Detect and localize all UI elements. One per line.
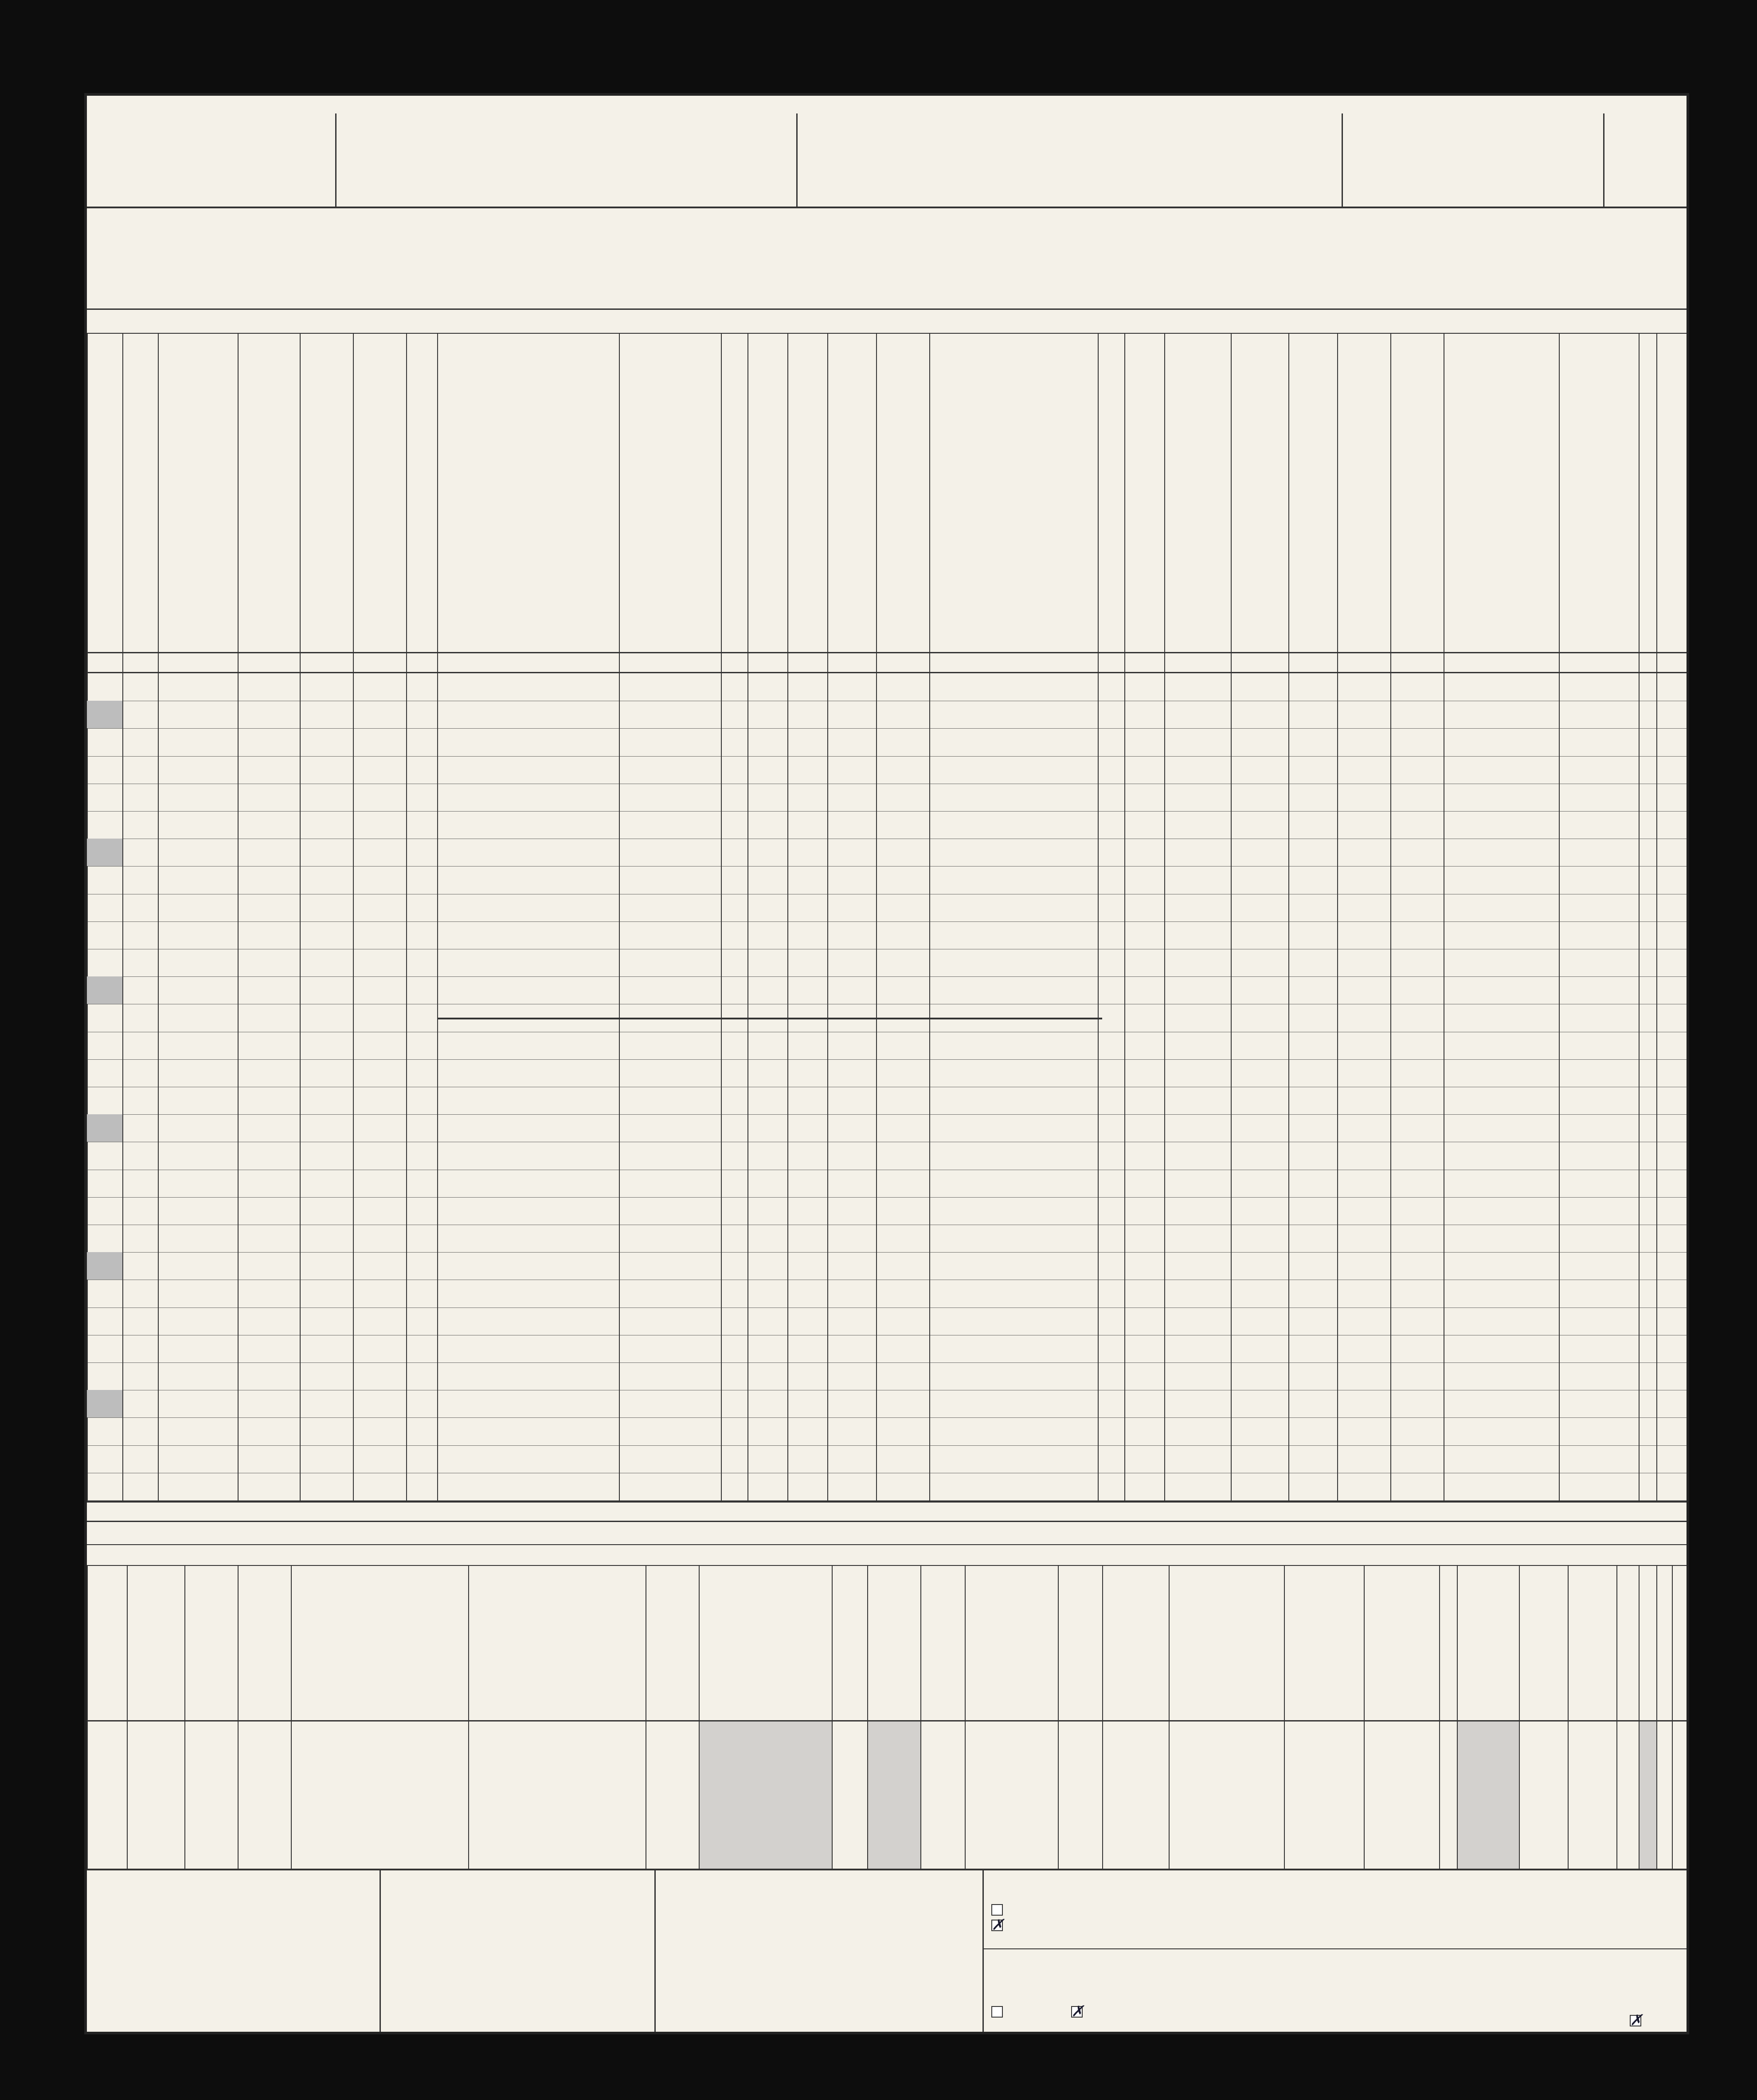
- table-row: [87, 1417, 1687, 1445]
- sample-column-rule: [1169, 1565, 1170, 1869]
- column-header-7: [440, 344, 616, 645]
- sample-header-21: [186, 1569, 236, 1702]
- sample-header-28: [1060, 1569, 1100, 1702]
- sample-header-D: [700, 1569, 830, 1702]
- table-row: [87, 866, 1687, 894]
- table-row: [87, 1280, 1687, 1307]
- sample-column-rule: [291, 1565, 292, 1869]
- table-row: [87, 1225, 1687, 1252]
- column-header-20a: [1446, 344, 1556, 645]
- sample-column-rule: [1364, 1565, 1365, 1869]
- q34-no-checkbox[interactable]: ✗: [991, 1916, 1004, 1934]
- sample-header-25: [833, 1569, 865, 1702]
- sample-header-33b: [1674, 1569, 1686, 1702]
- sample-column-rule: [920, 1565, 921, 1869]
- sample-column-rule: [1102, 1565, 1103, 1869]
- sample-header-24a: [470, 1569, 644, 1702]
- column-header-13: [932, 344, 1095, 645]
- leave-blank-shade: [700, 1721, 832, 1869]
- column-header-1: [125, 344, 155, 645]
- sample-header-32c: [1618, 1569, 1637, 1702]
- column-header-6: [409, 344, 434, 645]
- sample-column-rule: [1284, 1565, 1285, 1869]
- column-header-17: [1291, 344, 1334, 645]
- sample-column-rule: [468, 1565, 469, 1869]
- column-header-11: [830, 344, 873, 645]
- sample-header-F: [1459, 1569, 1517, 1702]
- sample-header-32b: [1569, 1569, 1615, 1702]
- sample-header-31a: [1286, 1569, 1362, 1702]
- row-rule: [87, 1500, 1687, 1501]
- column-header-19: [1393, 344, 1441, 645]
- sample-column-rule: [127, 1565, 128, 1869]
- sample-header-22: [239, 1569, 289, 1702]
- column-header-9: [750, 344, 785, 645]
- sample-column-rule: [238, 1565, 239, 1869]
- table-row: [87, 756, 1687, 784]
- sample-header-23: [293, 1569, 466, 1702]
- table-row: [87, 894, 1687, 921]
- column-header-2: [160, 344, 235, 645]
- column-header-10: [790, 344, 825, 645]
- leave-blank-shade: [1458, 1721, 1519, 1869]
- column-header-20c: [1641, 344, 1654, 645]
- sample-header-27: [967, 1569, 1056, 1702]
- table-row: [87, 976, 1687, 1004]
- leave-blank-shade: [868, 1721, 920, 1869]
- sample-column-rule: [87, 1565, 88, 1869]
- sample-column-rule: [184, 1565, 185, 1869]
- table-row: [87, 1142, 1687, 1169]
- column-header-16: [1233, 344, 1286, 645]
- q36-no-checkbox[interactable]: ✗: [1071, 2002, 1084, 2020]
- strike-through-line: [437, 1018, 1102, 1019]
- sample-column-rule: [1519, 1565, 1520, 1869]
- column-header-18: [1340, 344, 1388, 645]
- table-row: [87, 1252, 1687, 1280]
- sample-header-31c: [1441, 1569, 1455, 1702]
- table-row: [87, 1032, 1687, 1059]
- table-row: [87, 1473, 1687, 1500]
- column-header-14: [1127, 344, 1162, 645]
- sample-header-32a: [1521, 1569, 1566, 1702]
- table-row: [87, 1059, 1687, 1087]
- sample-header-29: [1104, 1569, 1167, 1702]
- sample-header-33a: [1658, 1569, 1670, 1702]
- sample-column-rule: [1058, 1565, 1059, 1869]
- census-sheet: [84, 93, 1689, 2034]
- sample-column-rule: [1439, 1565, 1440, 1869]
- column-header-12: [879, 344, 927, 645]
- q34-yes-checkbox[interactable]: [991, 1904, 1003, 1916]
- sample-column-rule: [832, 1565, 833, 1869]
- table-row: [87, 1445, 1687, 1473]
- sample-header-24b: [647, 1569, 697, 1702]
- table-row: [87, 1362, 1687, 1390]
- table-row: [87, 811, 1687, 839]
- table-row: [87, 784, 1687, 811]
- sample-column-rule: [1656, 1565, 1657, 1869]
- column-header-5: [356, 344, 403, 645]
- table-row: [87, 1114, 1687, 1142]
- table-row: [87, 839, 1687, 866]
- table-row: [87, 1087, 1687, 1114]
- sample-column-rule: [1616, 1565, 1617, 1869]
- column-header-8: [622, 344, 718, 645]
- table-row: [87, 949, 1687, 976]
- column-header-4: [302, 344, 350, 645]
- q36-yes-checkbox[interactable]: [991, 2006, 1003, 2018]
- sample-header-G: [1640, 1569, 1655, 1702]
- sample-header-30: [1170, 1569, 1282, 1702]
- sample-header-26: [922, 1569, 963, 1702]
- sample-column-rule: [965, 1565, 966, 1869]
- q38-none-checkbox[interactable]: ✗: [1630, 2011, 1643, 2029]
- leave-blank-shade: [1640, 1721, 1656, 1869]
- table-row: [87, 921, 1687, 949]
- table-row: [87, 728, 1687, 756]
- table-row: [87, 1308, 1687, 1335]
- table-row: [87, 1390, 1687, 1417]
- table-row: [87, 1335, 1687, 1362]
- column-header-15: [1167, 344, 1228, 645]
- table-row: [87, 673, 1687, 701]
- column-header-20b: [1561, 344, 1636, 645]
- sample-header-E: [869, 1569, 919, 1702]
- column-header-3: [240, 344, 297, 645]
- table-row: [87, 1170, 1687, 1197]
- table-row: [87, 1197, 1687, 1225]
- sample-column-rule: [1672, 1565, 1673, 1869]
- sample-column-rule: [1568, 1565, 1569, 1869]
- table-row: [87, 701, 1687, 728]
- sample-header-31b: [1366, 1569, 1437, 1702]
- table-row: [87, 1004, 1687, 1031]
